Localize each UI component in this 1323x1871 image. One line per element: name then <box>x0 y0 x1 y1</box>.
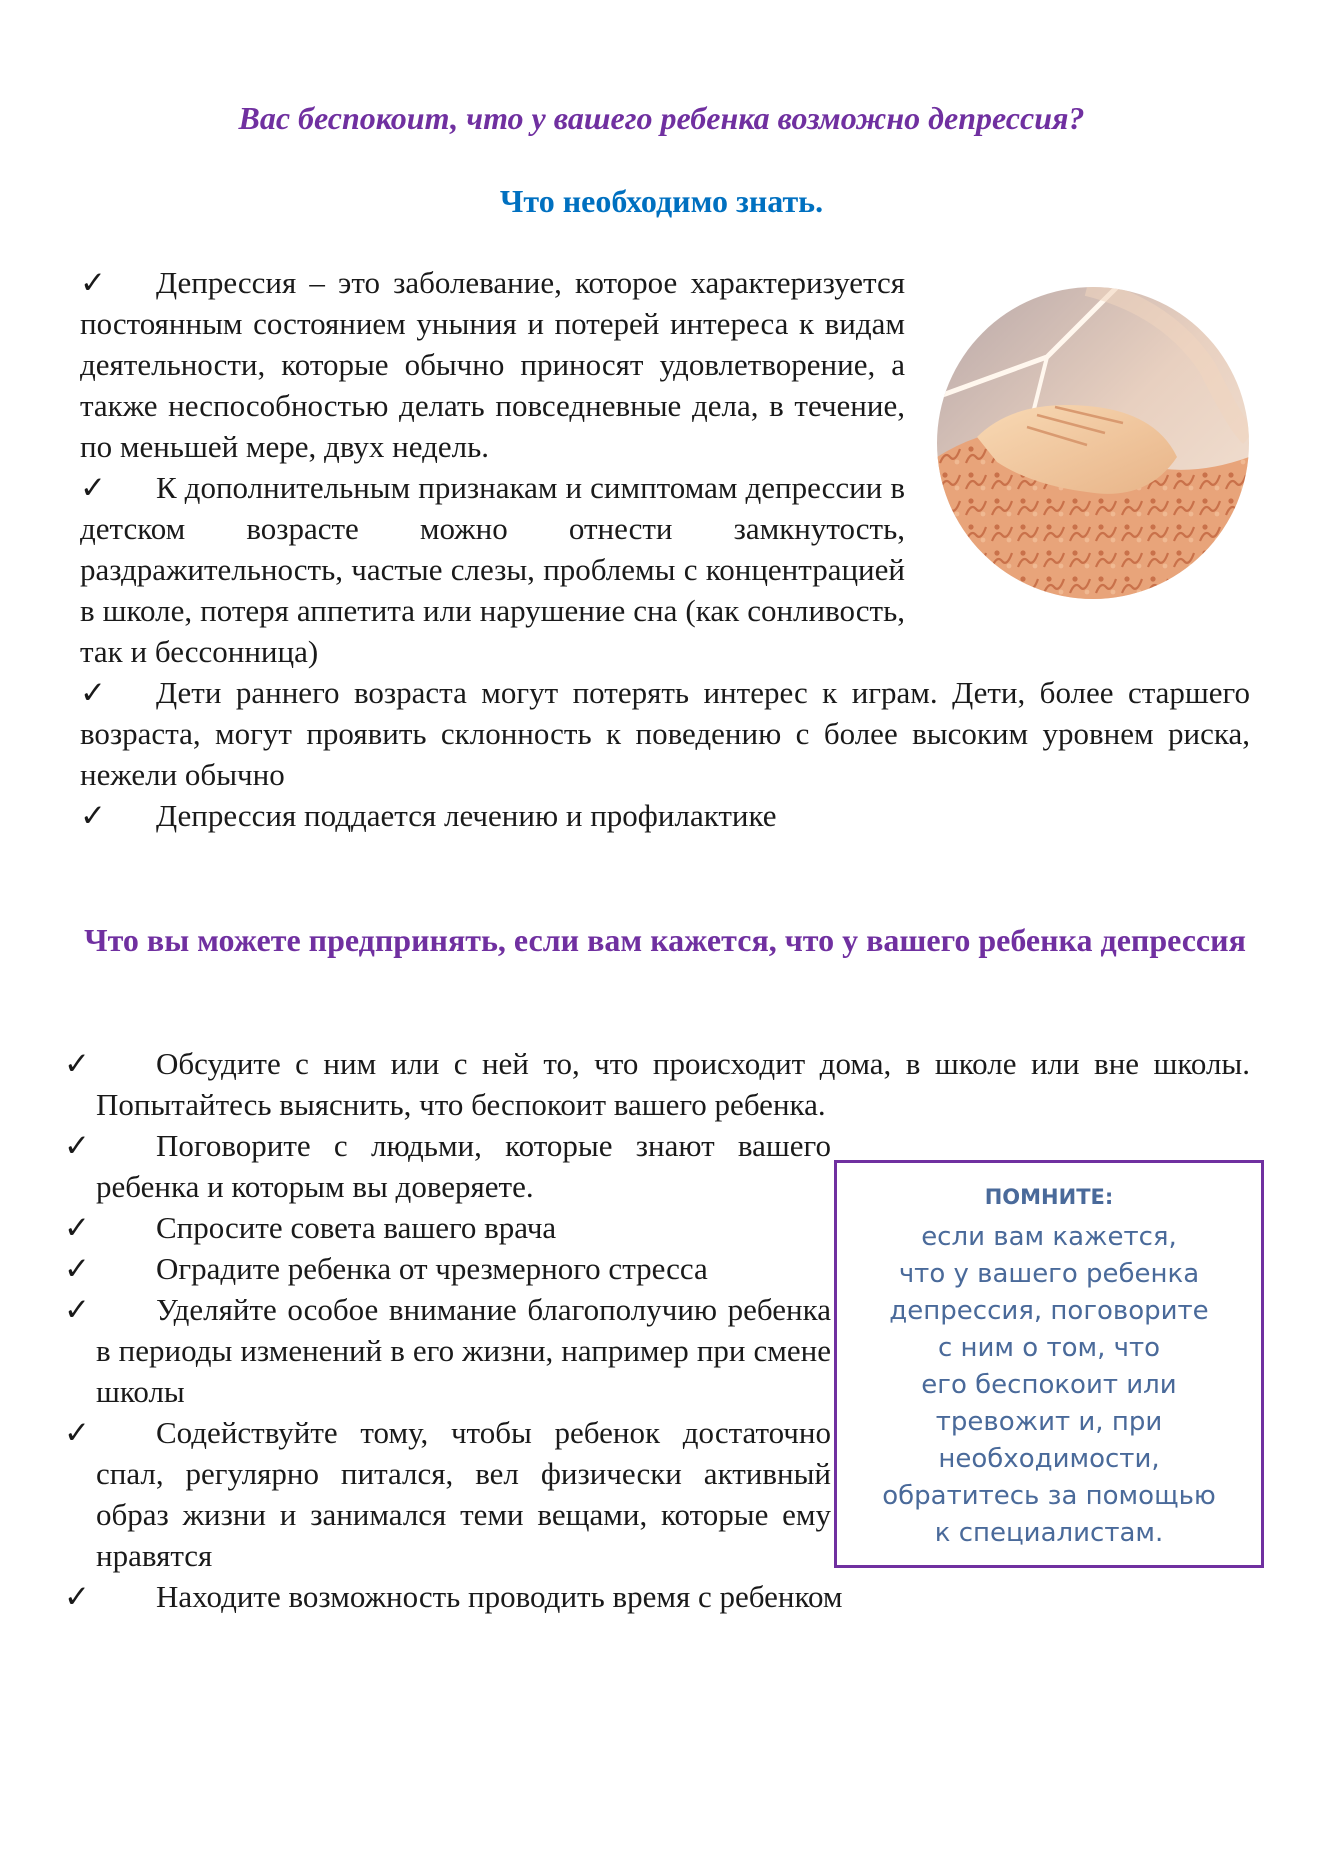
check-icon: ✓ <box>64 1292 90 1327</box>
reminder-box <box>834 1160 1264 1568</box>
list-item: ✓ Содействуйте тому, чтобы ребенок достаточно спал, регулярно питался, вел физически активный образ жизни и занимался теми вещами, которые ему нравятся <box>80 1412 831 1576</box>
list-item: ✓ Депрессия – это заболевание, которое характеризуется постоянным состоянием уныния и потерей интереса к видам деятельности, которые обычно приносят удовлетворение, а также неспособностью делать повседневные дела, в течение, по меньшей мере, двух недель. <box>80 262 905 467</box>
check-icon: ✓ <box>64 1251 90 1286</box>
list-item: ✓ Спросите совета вашего врача <box>80 1207 831 1248</box>
check-icon: ✓ <box>64 1046 90 1081</box>
list-item: ✓ К дополнительным признакам и симптомам депрессии в детском возрасте можно отнести замкнутость, раздражительность, частые слезы, проблемы с концентрацией в школе, потеря аппетита или нарушение сна (как сонливость, так и бессонница) <box>80 467 905 672</box>
section-heading: Что вы можете предпринять, если вам кажется, что у вашего ребенка депрессия <box>84 922 1246 958</box>
check-icon: ✓ <box>80 675 106 710</box>
reminder-heading: ПОМНИТЕ: <box>984 1185 1114 1209</box>
check-icon: ✓ <box>80 470 106 505</box>
check-icon: ✓ <box>64 1415 90 1450</box>
list-item: ✓ Обсудите с ним или с ней то, что происходит дома, в школе или вне школы. Попытайтесь выяснить, что беспокоит вашего ребенка. <box>80 1043 1250 1125</box>
list-item: ✓ Находите возможность проводить время с ребенком <box>80 1576 1250 1617</box>
reminder-text: если вам кажется, что у вашего ребенка депрессия, поговорите с ним о том, что его беспокоит или тревожит и, при необходимости, обратитесь за помощью к специалистам. <box>882 1222 1216 1548</box>
check-icon: ✓ <box>80 798 106 833</box>
list-item: ✓ Дети раннего возраста могут потерять интерес к играм. Дети, более старшего возраста, могут проявить склонность к поведению с более высоким уровнем риска, нежели обычно <box>80 672 1250 795</box>
page-title: Вас беспокоит, что у вашего ребенка возможно депрессия? <box>238 100 1085 136</box>
check-icon: ✓ <box>64 1210 90 1245</box>
list-item: ✓ Уделяйте особое внимание благополучию ребенка в периоды изменений в его жизни, например при смене школы <box>80 1289 831 1412</box>
check-icon: ✓ <box>64 1128 90 1163</box>
check-icon: ✓ <box>80 265 106 300</box>
list-item: ✓ Оградите ребенка от чрезмерного стресса <box>80 1248 831 1289</box>
list-item: ✓ Депрессия поддается лечению и профилактике <box>80 795 1250 836</box>
list-item: ✓ Поговорите с людьми, которые знают вашего ребенка и которым вы доверяете. <box>80 1125 831 1207</box>
page-subtitle: Что необходимо знать. <box>499 183 824 219</box>
symptoms-list <box>80 262 1250 836</box>
check-icon: ✓ <box>64 1579 90 1614</box>
